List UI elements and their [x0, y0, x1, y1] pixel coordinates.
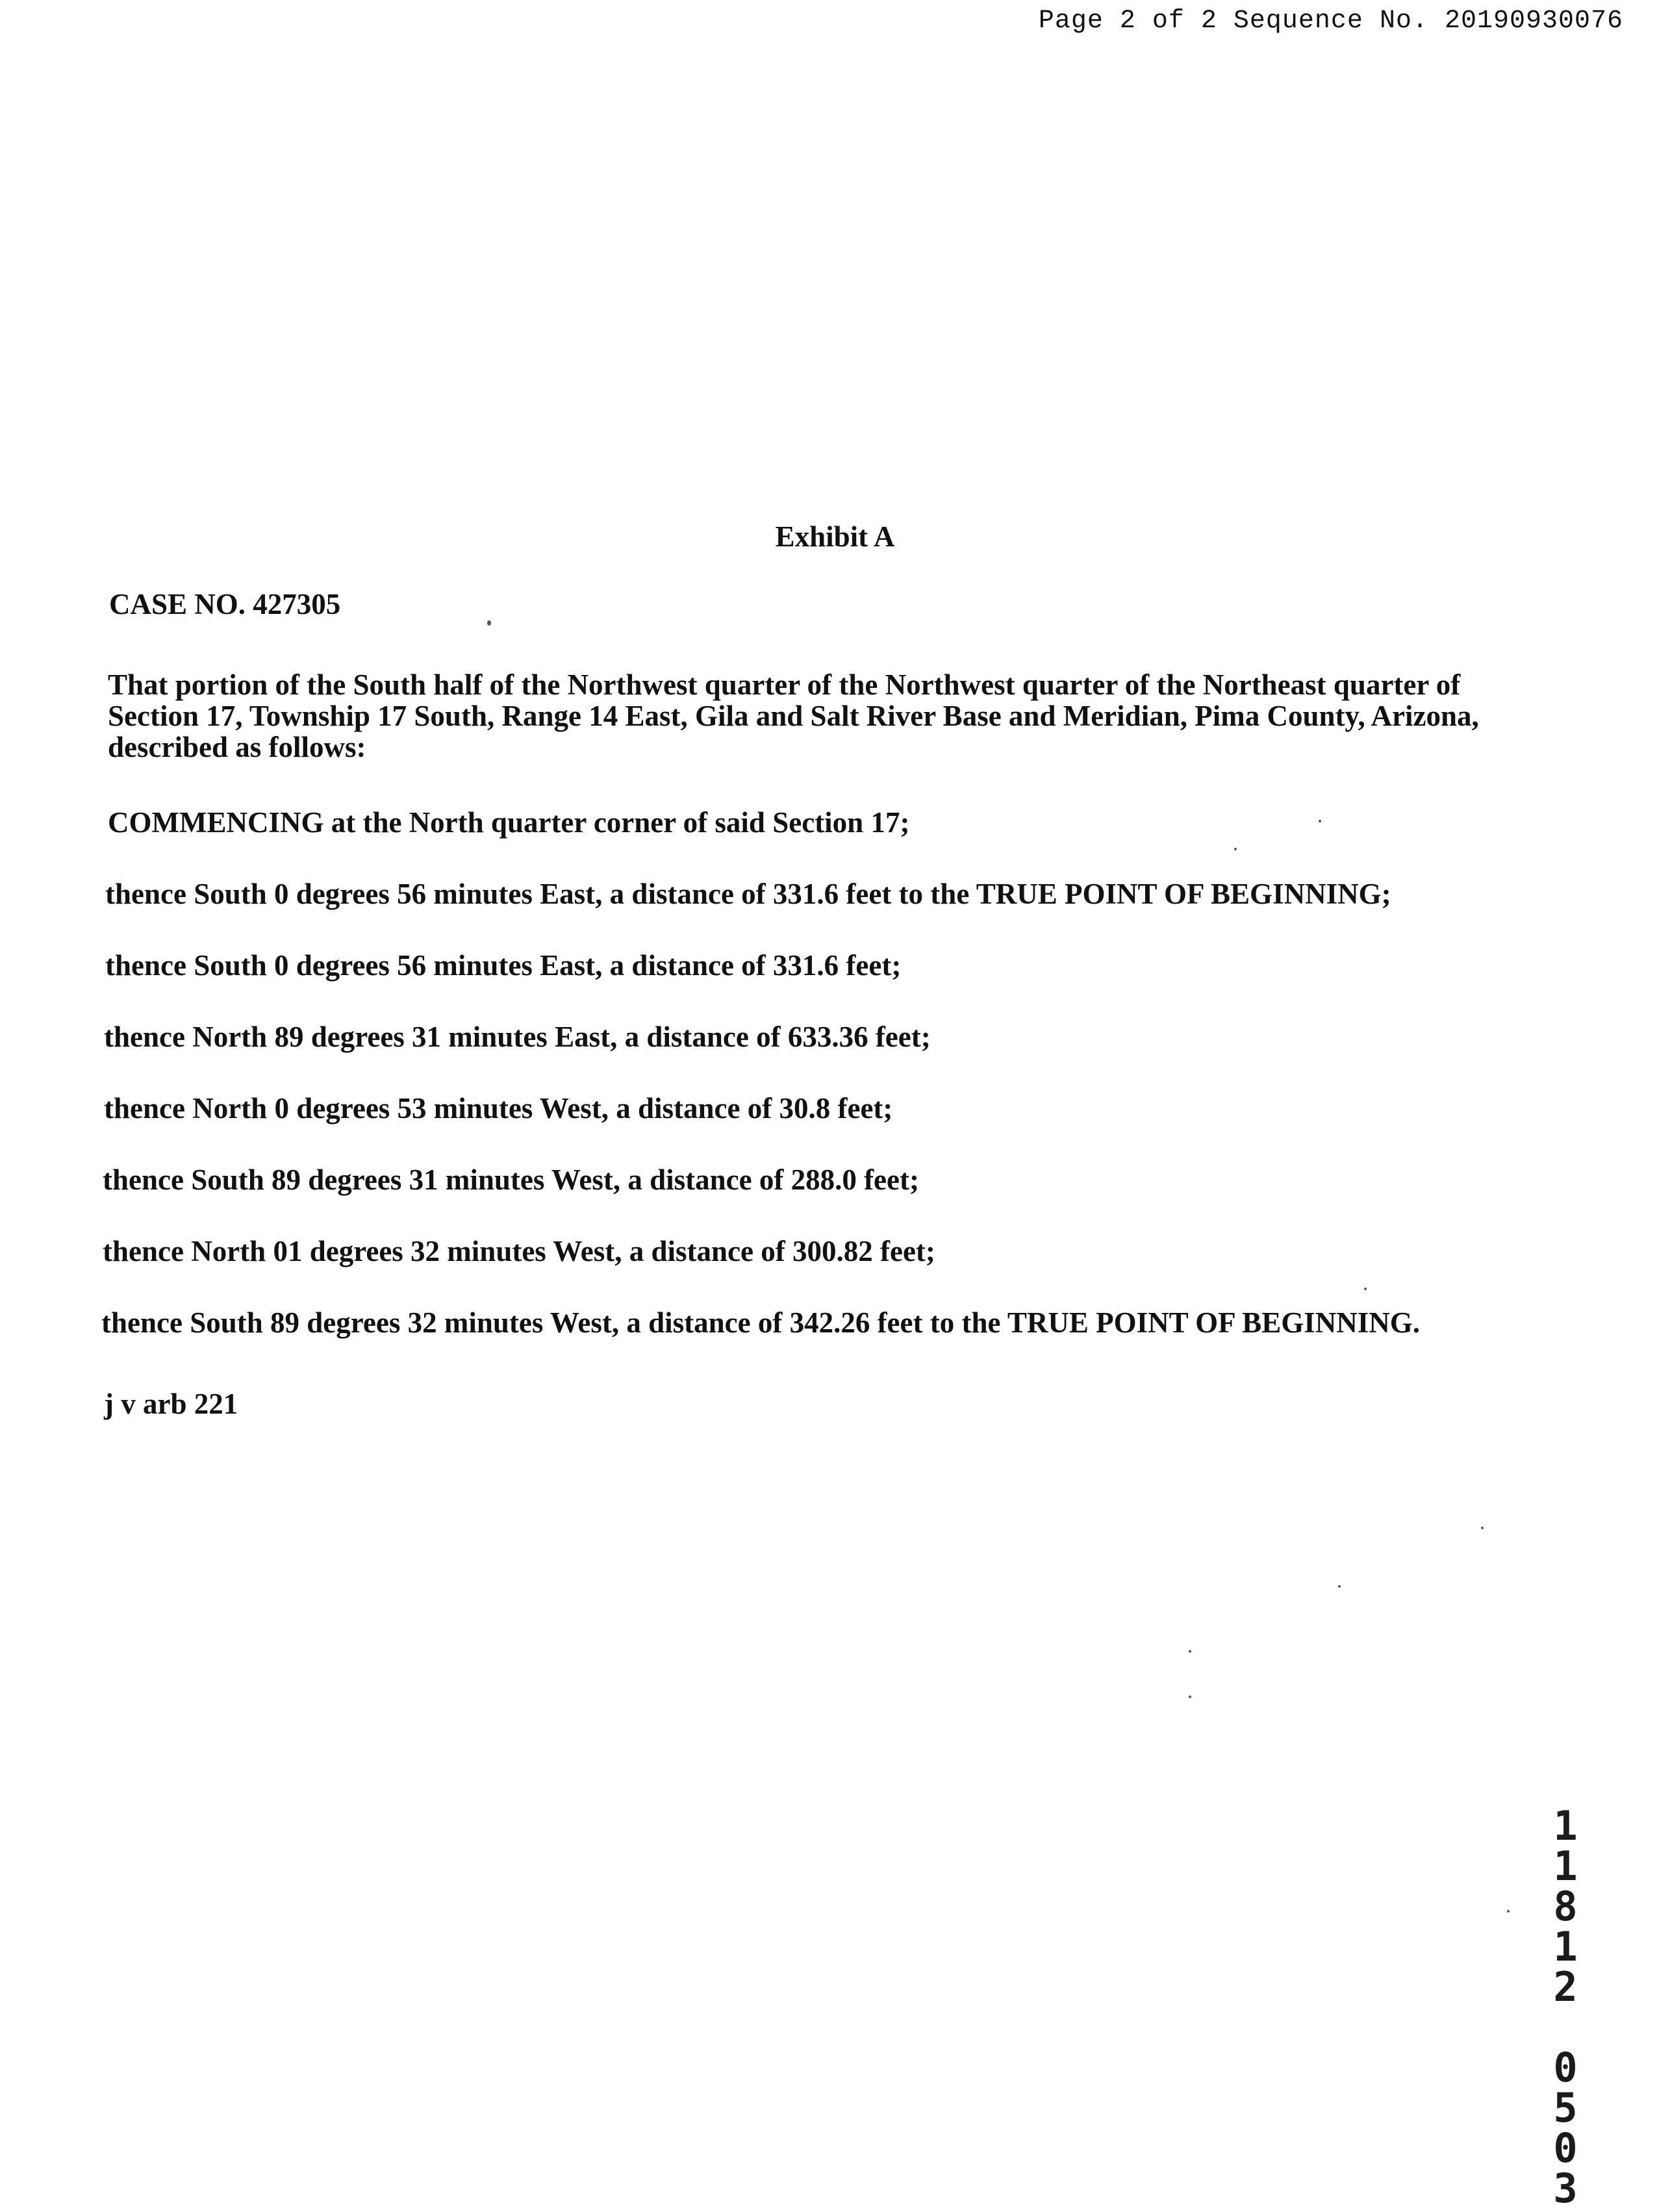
stamp-digit: 1: [1553, 1842, 1578, 1890]
reference-code: j v arb 221: [104, 1388, 238, 1420]
stamp-digit: 8: [1553, 1883, 1578, 1930]
scan-speck: [487, 620, 491, 626]
stamp-digit: 1: [1553, 1802, 1578, 1850]
recording-stamp-number: [1546, 1802, 1585, 2212]
stamp-digit: 1: [1553, 1923, 1578, 1970]
commencing-line: COMMENCING at the North quarter corner of said Section 17;: [108, 806, 910, 839]
scan-speck: [1364, 1288, 1367, 1290]
case-number: CASE NO. 427305: [109, 588, 341, 620]
course-line-2: thence South 0 degrees 56 minutes East, a distance of 331.6 feet;: [105, 949, 902, 982]
scan-speck: [1507, 1910, 1510, 1913]
exhibit-title: Exhibit A: [775, 520, 895, 553]
scan-speck: [1481, 1527, 1484, 1529]
course-line-4: thence North 0 degrees 53 minutes West, a distance of 30.8 feet;: [104, 1092, 893, 1125]
legal-description-intro: That portion of the South half of the Northwest quarter of the Northwest quarter of the Northeast quarter of Section 17, Township 17 South, Range 14 East, Gila and Salt River Base and Meridian, Pima County, Arizona, described as follows:: [108, 668, 1479, 763]
scan-speck: [1319, 820, 1321, 822]
course-line-6: thence North 01 degrees 32 minutes West, a distance of 300.82 feet;: [103, 1235, 935, 1267]
stamp-digit: 0: [1553, 2124, 1578, 2172]
course-line-1: thence South 0 degrees 56 minutes East, a distance of 331.6 feet to the TRUE POINT OF BEGINNING;: [105, 878, 1391, 910]
stamp-digit: 5: [1553, 2084, 1578, 2131]
stamp-digit: 2: [1553, 1963, 1578, 2011]
page-sequence-header: Page 2 of 2 Sequence No. 20190930076: [1038, 6, 1623, 36]
course-line-3: thence North 89 degrees 31 minutes East, a distance of 633.36 feet;: [104, 1021, 931, 1053]
course-line-7: thence South 89 degrees 32 minutes West, a distance of 342.26 feet to the TRUE POINT OF BEGINNING.: [101, 1306, 1420, 1339]
scan-speck: [1338, 1585, 1341, 1588]
stamp-gap: [1546, 2007, 1585, 2048]
course-line-5: thence South 89 degrees 31 minutes West, a distance of 288.0 feet;: [103, 1163, 919, 1196]
stamp-digit: 0: [1553, 2044, 1578, 2091]
stamp-digit: 3: [1553, 2165, 1578, 2212]
scan-speck: [1189, 1650, 1191, 1653]
scan-speck: [1234, 848, 1237, 850]
scan-speck: [1189, 1696, 1191, 1698]
